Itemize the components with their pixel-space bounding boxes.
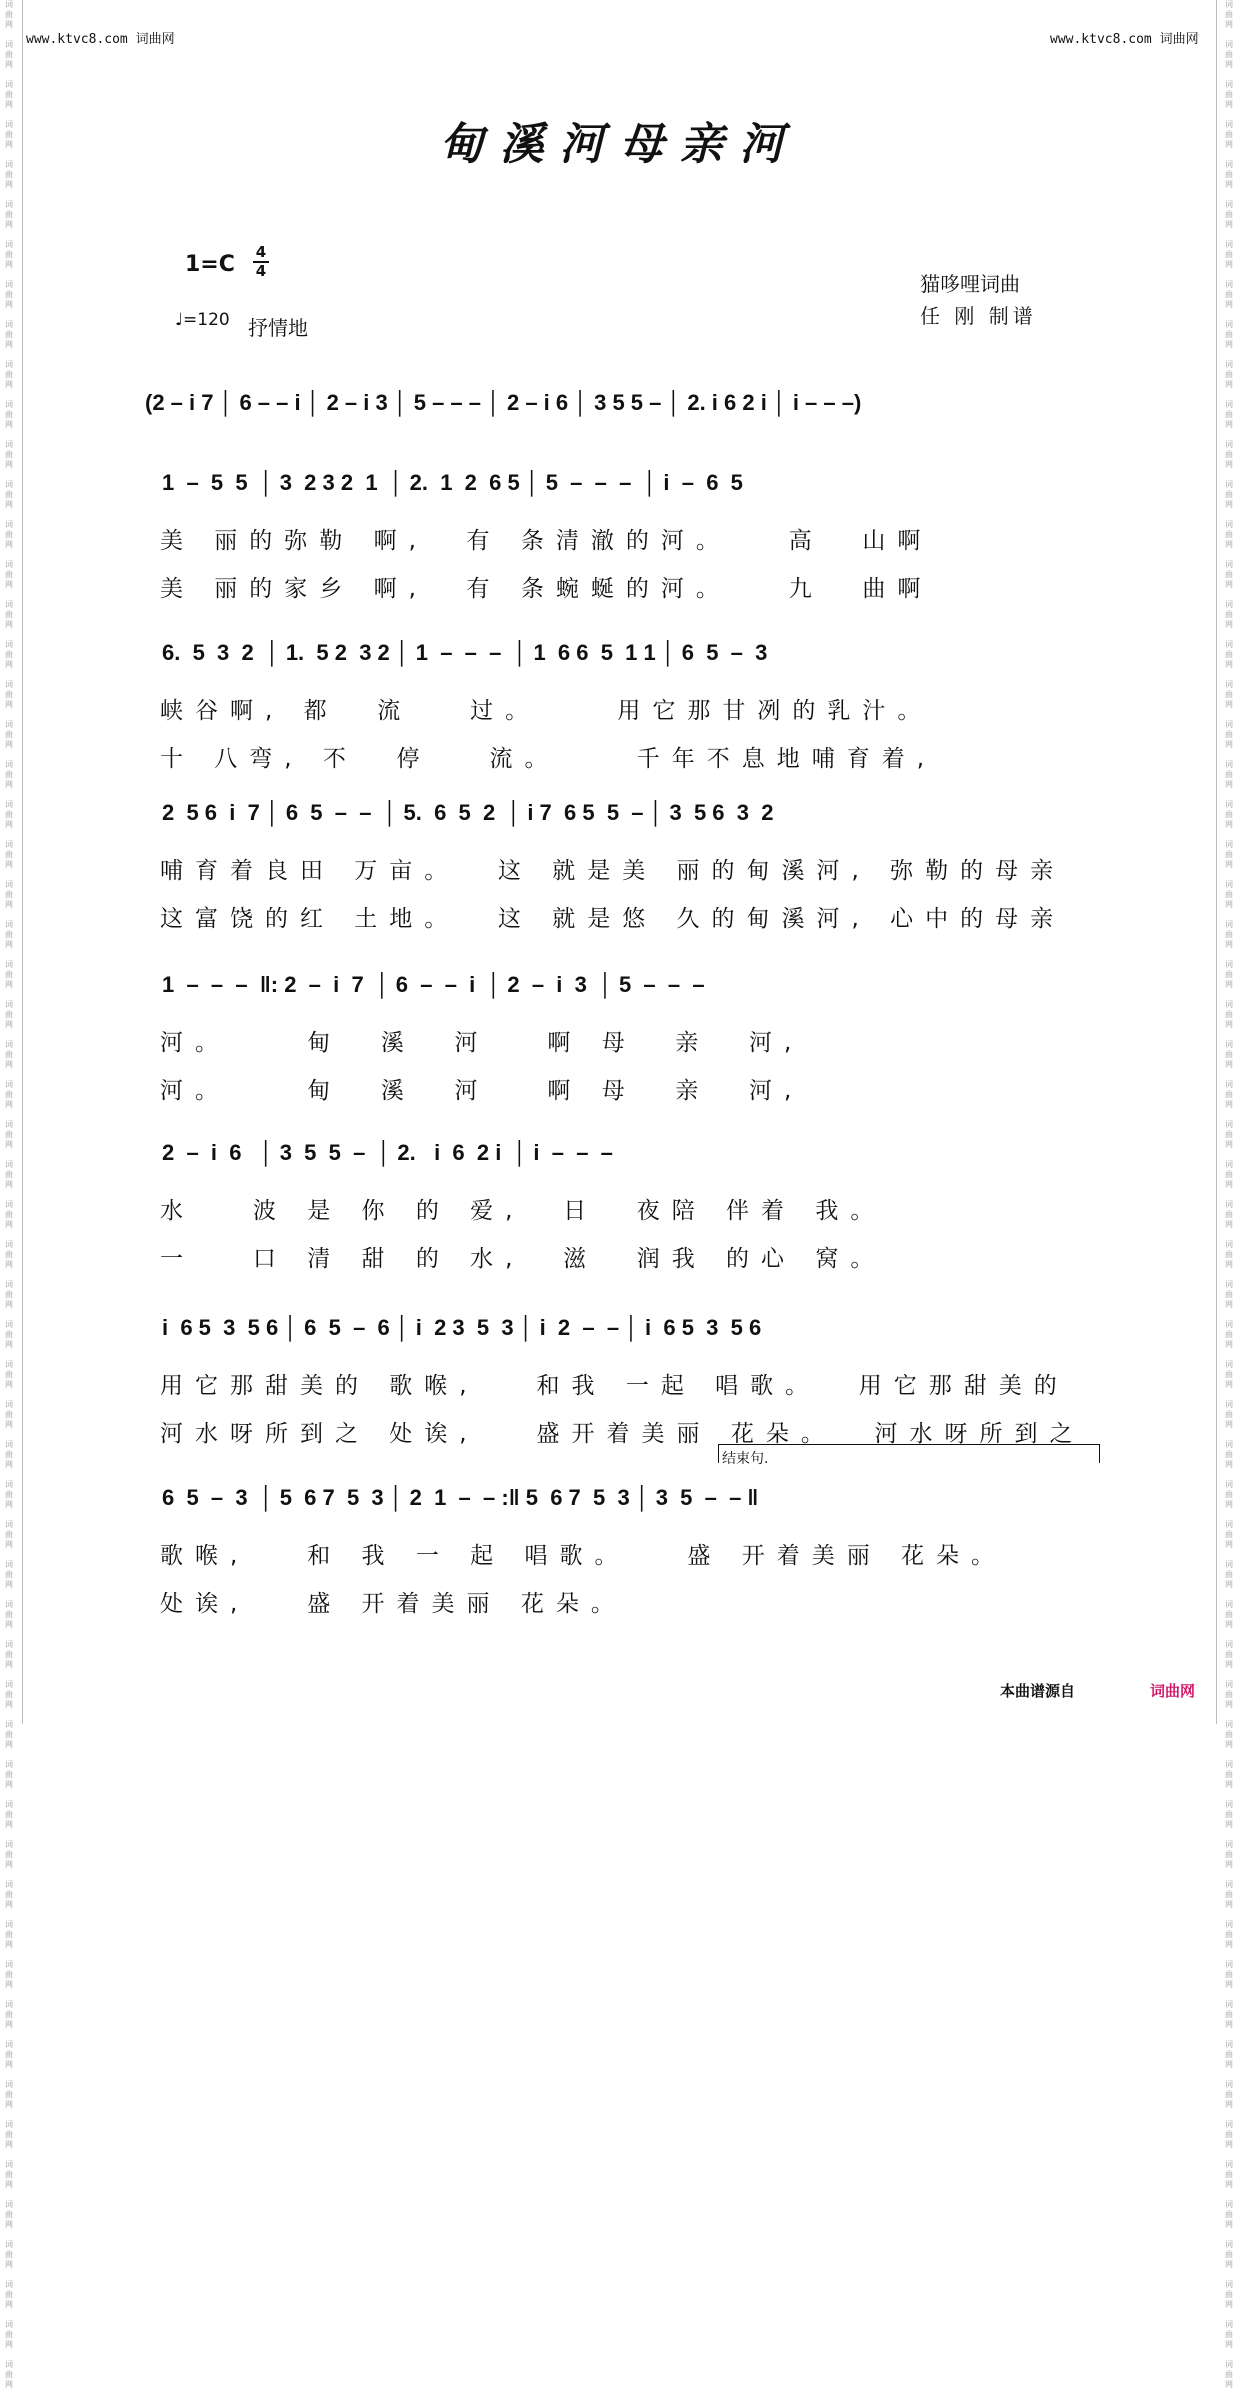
site-url-right: www.ktvc8.com 词曲网	[1050, 32, 1199, 47]
footer-source: 本曲谱源自	[1000, 1682, 1076, 1700]
ending-label: 结束句.	[722, 1451, 769, 1467]
lyric-line-2: 河水呀所到之 处诶, 盛开着美丽 花朵。 河水呀所到之	[160, 1421, 1085, 1447]
notation-row: 2 – i 6 │ 3 5 5 – │ 2. i 6 2 i │ i – – –	[162, 1140, 613, 1165]
notation-row: 6. 5 3 2 │ 1. 5 2 3 2 │ 1 – – – │ 1 6 6 5 1 1 │ 6 5 – 3	[162, 640, 768, 665]
lyric-line-1: 水 波 是 你 的 爱, 日 夜陪 伴着 我。	[160, 1198, 886, 1224]
left-edge-watermark: 词 曲 网 词 曲 网 词 曲 网 词 曲 网 词 曲 网 词 曲 网 词 曲 网 词 曲 网 词 曲 网 词 曲 网 词 曲 网 词 曲 网 词 曲 网 词 曲 网 词 曲 网 词 曲 网 词 曲 网 词 曲 网 词 曲 网 词 曲 网 词 曲 网 词 曲 网 词 曲 网 词 曲 网 词 曲 网 词 曲 网 词 曲 网 词 曲 网 词 曲 网 词 曲 网 词 曲 网 词 曲 网 词 曲 网 词 曲 网 词 曲 网 词 曲 网 词 曲 网 词 曲 网 词 曲 网 词 曲 网 词 曲 网 词 曲 网 词 曲 网 词 曲 网 词 曲 网 词 曲 网 词 曲 网 词 曲 网 词 曲 网 词 曲 网 词 曲 网 词 曲 网 词 曲 网 词 曲 网 词 曲 网 词 曲 网 词 曲 网 词 曲 网 词 曲 网 词 曲 网	[5, 0, 13, 2389]
lyric-line-1: 河。 甸 溪 河 啊 母 亲 河,	[160, 1030, 804, 1056]
notation-row: 1 – 5 5 │ 3 2 3 2 1 │ 2. 1 2 6 5 │ 5 – – – │ i – 6 5	[162, 470, 743, 495]
lyric-line-1: 峡谷啊, 都 流 过。 用它那甘冽的乳汁。	[160, 698, 933, 724]
right-edge-watermark: 词 曲 网 词 曲 网 词 曲 网 词 曲 网 词 曲 网 词 曲 网 词 曲 网 词 曲 网 词 曲 网 词 曲 网 词 曲 网 词 曲 网 词 曲 网 词 曲 网 词 曲 网 词 曲 网 词 曲 网 词 曲 网 词 曲 网 词 曲 网 词 曲 网 词 曲 网 词 曲 网 词 曲 网 词 曲 网 词 曲 网 词 曲 网 词 曲 网 词 曲 网 词 曲 网 词 曲 网 词 曲 网 词 曲 网 词 曲 网 词 曲 网 词 曲 网 词 曲 网 词 曲 网 词 曲 网 词 曲 网 词 曲 网 词 曲 网 词 曲 网 词 曲 网 词 曲 网 词 曲 网 词 曲 网 词 曲 网 词 曲 网 词 曲 网 词 曲 网 词 曲 网 词 曲 网 词 曲 网 词 曲 网 词 曲 网 词 曲 网 词 曲 网 词 曲 网 词 曲 网	[1225, 0, 1233, 2389]
tempo-mark: ♩=120	[175, 310, 230, 330]
credit-arranger: 任 刚 制谱	[920, 304, 1037, 328]
notation-row: 6 5 – 3 │ 5 6 7 5 3 │ 2 1 – – :‖ 5 6 7 5 3 │ 3 5 – – ‖	[162, 1485, 759, 1510]
credit-lyricist-composer: 猫哆哩词曲	[920, 272, 1020, 296]
lyric-line-1: 歌喉, 和 我 一 起 唱歌。 盛 开着美丽 花朵。	[160, 1543, 1007, 1569]
notation-row: 1 – – – ‖: 2 – i 7 │ 6 – – i │ 2 – i 3 │ 5 – – –	[162, 972, 705, 997]
lyric-line-1: 美 丽的弥勒 啊, 有 条清澈的河。 高 山啊	[160, 528, 933, 554]
lyric-line-1: 哺育着良田 万亩。 这 就是美 丽的甸溪河, 弥勒的母亲	[160, 858, 1066, 884]
lyric-line-2: 十 八弯, 不 停 流。 千年不息地哺育着,	[160, 746, 937, 772]
site-url-left: www.ktvc8.com 词曲网	[26, 32, 175, 47]
left-border-line	[22, 0, 23, 1724]
time-top: 4	[255, 243, 267, 261]
key-signature: 1=C	[185, 252, 235, 277]
lyric-line-1: 用它那甜美的 歌喉, 和我 一起 唱歌。 用它那甜美的	[160, 1373, 1069, 1399]
lyric-line-2: 处诶, 盛 开着美丽 花朵。	[160, 1591, 626, 1617]
lyric-line-2: 这富饶的红 土地。 这 就是悠 久的甸溪河, 心中的母亲	[160, 906, 1066, 932]
notation-row: i 6 5 3 5 6 │ 6 5 – 6 │ i 2 3 5 3 │ i 2 – – │ i 6 5 3 5 6	[162, 1315, 762, 1340]
ending-bracket	[718, 1444, 1100, 1463]
time-bottom: 4	[253, 261, 269, 280]
lyric-line-2: 河。 甸 溪 河 啊 母 亲 河,	[160, 1078, 804, 1104]
lyric-line-2: 一 口 清 甜 的 水, 滋 润我 的心 窝。	[160, 1246, 886, 1272]
right-border-line	[1216, 0, 1217, 1724]
footer-site: 词曲网	[1150, 1682, 1196, 1700]
song-title: 甸溪河母亲河	[439, 119, 800, 170]
notation-row: 2 5 6 i 7 │ 6 5 – – │ 5. 6 5 2 │ i 7 6 5 5 – │ 3 5 6 3 2	[162, 800, 774, 825]
lyric-line-2: 美 丽的家乡 啊, 有 条蜿蜒的河。 九 曲啊	[160, 576, 933, 602]
intro-notation: (2 – i 7 │ 6 – – i │ 2 – i 3 │ 5 – – – │ 2 – i 6 │ 3 5 5 – │ 2. i 6 2 i │ i – – –)	[145, 390, 862, 415]
time-signature	[253, 244, 269, 280]
expression-mark: 抒情地	[248, 316, 308, 340]
